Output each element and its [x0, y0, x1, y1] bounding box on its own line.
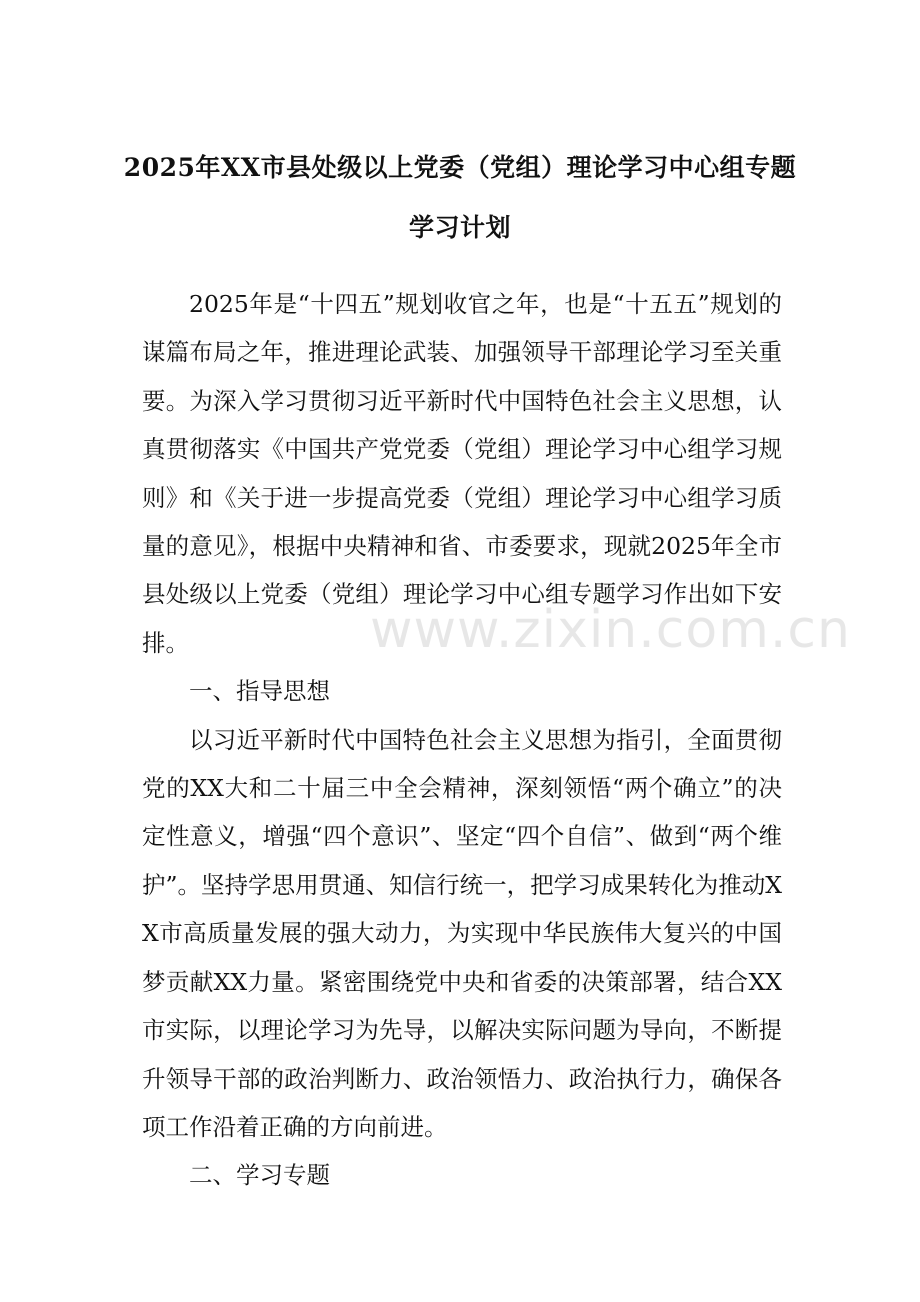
- watermark: www.zixin.com.cn: [370, 600, 851, 660]
- document-title-line-2: 学习计划: [408, 213, 511, 242]
- document-title-line-1: 2025年XX市县处级以上党委（党组）理论学习中心组专题: [123, 153, 797, 182]
- intro-paragraph: 2025年是“十四五”规划收官之年，也是“十五五”规划的谋篇布局之年，推进理论武装、加强领导干部理论学习至关重要。为深入学习贯彻习近平新时代中国特色社会主义思想，认真贯彻落实《中国共产党党委（党组）理论学习中心组学习规则》和《关于进一步提高党委（党组）理论学习中心组学习质量的意见》，根据中央精神和省、市委要求，现就2025年全市县处级以上党委（党组）理论学习中心组专题学习作出如下安排。: [142, 290, 782, 657]
- document-body: [142, 280, 782, 1200]
- section-1-heading: 一、指导思想: [189, 677, 330, 706]
- section-2-heading: 二、学习专题: [189, 1161, 330, 1190]
- section-1-paragraph: 以习近平新时代中国特色社会主义思想为指引，全面贯彻党的XX大和二十届三中全会精神，深刻领悟“两个确立”的决定性意义，增强“四个意识”、坚定“四个自信”、做到“两个维护”。坚持学思用贯通、知信行统一，把学习成果转化为推动XX市高质量发展的强大动力，为实现中华民族伟大复兴的中国梦贡献XX力量。紧密围绕党中央和省委的决策部署，结合XX市实际，以理论学习为先导，以解决实际问题为导向，不断提升领导干部的政治判断力、政治领悟力、政治执行力，确保各项工作沿着正确的方向前进。: [142, 725, 782, 1141]
